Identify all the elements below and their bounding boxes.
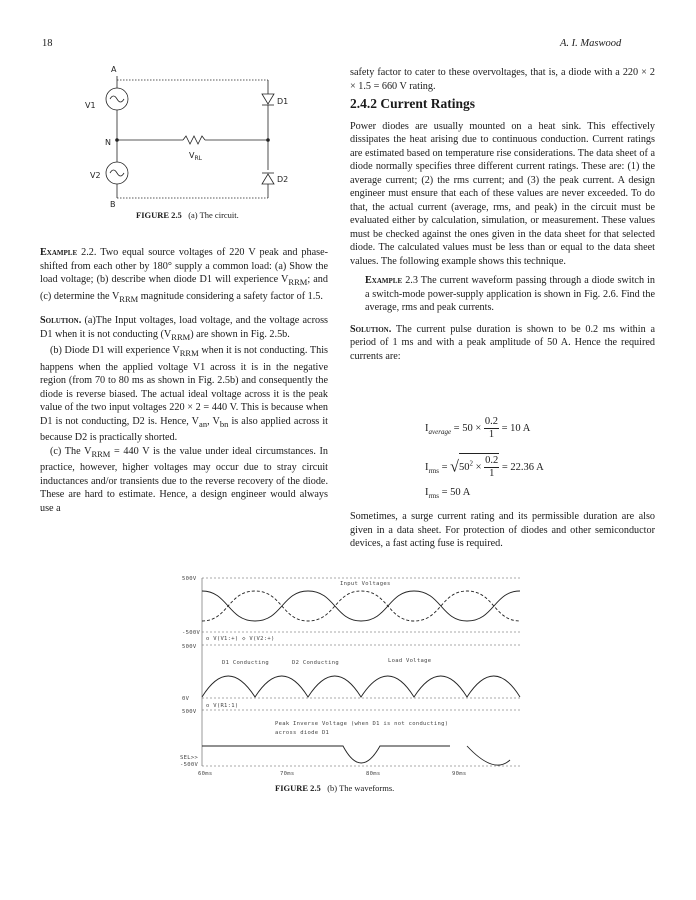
solution-2-3: Solution. The current pulse duration is shown to be 0.2 ms within a period of 1 ms and with a peak amplitude of 50 A. Hence the required currents are: xyxy=(350,323,655,362)
svg-text:500V: 500V xyxy=(182,576,197,582)
circuit-diagram xyxy=(85,62,305,212)
label-a: A xyxy=(111,65,117,74)
continuation-text: safety factor to cater to these overvoltages, that is, a diode with a 220 × 2 × 1.5 = 660 V rating. xyxy=(350,67,655,92)
example-2-2: Example 2.2. Two equal source voltages of 220 V peak and phase-shifted from each other by 180° supply a common load: (a) Show the load voltage; (b) describe when diode D1 will experience $V_{RRM}$; and (c) determine the $V_{RRM}$ magnitude considering a safety factor of 1.5. xyxy=(40,247,328,304)
example-2-3: Example 2.3 The current waveform passing through a diode switch in a switch-mode power-supply application is shown in Fig. 2.6. Find the average, rms and peak currents. xyxy=(365,275,656,313)
figure-b-caption: FIGURE 2.5 (b) The waveforms. xyxy=(275,783,395,793)
current-ratings-paragraph: Power diodes are usually mounted on a heat sink. This effectively dissipates the heat arising due to continuous conduction. Current ratings are estimated based on temperature rise considerations. The data sheet of a diode normally specifies three different current ratings. These are: (1) the average current; (2) the rms current; and (3) the peak current. A design engineer must ensure that each of these values are never exceeded. To do that, the actual current (average, rms, and peak) in the circuit must be evaluated either by calculation, simulation, or measurement. These values must be checked against the ones given in the data sheet for that selected diode. The calculated values must be less than or equal to the data sheet values. The following example shows this technique. xyxy=(350,120,655,267)
svg-text:across diode D1: across diode D1 xyxy=(275,730,330,736)
svg-text:o V(R1:1): o V(R1:1) xyxy=(206,703,239,709)
svg-text:Input Voltages: Input Voltages xyxy=(340,581,391,587)
equation-rms: $I_{rms} = √50^2$ × $\frac{0.2}{1}$ = 22.36 A xyxy=(425,455,544,479)
svg-text:D1 Conducting: D1 Conducting xyxy=(222,660,269,666)
label-v2: V2 xyxy=(90,171,101,180)
label-b: B xyxy=(110,200,116,209)
wave-v1 xyxy=(202,591,520,621)
svg-text:SEL>>: SEL>> xyxy=(180,755,199,761)
left-column xyxy=(40,246,328,515)
wave-pivd1 xyxy=(202,746,510,765)
svg-text:Peak Inverse Voltage (when D1: Peak Inverse Voltage (when D1 is not conducting) xyxy=(275,721,449,727)
svg-text:Load Voltage: Load Voltage xyxy=(388,658,432,664)
svg-text:o V(V1:+) ◇ V(V2:+): o V(V1:+) ◇ V(V2:+) xyxy=(206,636,275,642)
equation-average: $I_{average} = 50$ × $\frac{0.2}{1}$ = 10 A xyxy=(425,416,531,440)
section-title: 2.4.2 Current Ratings xyxy=(350,96,476,111)
label-n: N xyxy=(105,138,111,147)
svg-text:80ms: 80ms xyxy=(366,771,381,777)
label-vrl: $V_{RL}$ xyxy=(189,151,202,162)
svg-text:60ms: 60ms xyxy=(198,771,213,777)
right-column-closing: Sometimes, a surge current rating and its permissible duration are also given in a data sheet. For protection of diodes and other semiconductor devices, a fast acting fuse is required. xyxy=(350,511,655,549)
wave-v2 xyxy=(202,591,520,621)
label-d1: D1 xyxy=(277,97,289,106)
equation-peak: $I_{rms} = 50$ A xyxy=(425,487,471,501)
wave-load xyxy=(202,676,520,697)
svg-text:70ms: 70ms xyxy=(280,771,295,777)
label-v1: V1 xyxy=(85,101,96,110)
solution-2-2: Solution. (a)The Input voltages, load voltage, and the voltage across D1 when it is not conducting $(V_{RRM})$ are shown in Fig. 2.5b. xyxy=(40,315,328,342)
label-d2: D2 xyxy=(277,175,289,184)
figure-a-caption: FIGURE 2.5 (a) The circuit. xyxy=(136,210,239,220)
svg-text:0V: 0V xyxy=(182,696,190,702)
svg-text:D2 Conducting: D2 Conducting xyxy=(292,660,339,666)
svg-text:500V: 500V xyxy=(182,644,197,650)
svg-text:-500V: -500V xyxy=(182,630,201,636)
solution-part-c: (c) The $V_{RRM} = 440$ V is the value under ideal circumstances. In practice, however, higher voltages may occur due to stray circuit inductances and/or transients due to the reverse recovery of the diode. These are hard to estimate. Hence, a design engineer would always use a xyxy=(40,445,329,514)
running-head-author: A. I. Maswood xyxy=(560,38,622,49)
waveform-figure xyxy=(180,570,525,780)
svg-text:500V: 500V xyxy=(182,709,197,715)
solution-part-b: (b) Diode D1 will experience $V_{RRM}$ when it is not conducting. This happens when the applied voltage V1 across it is in the negative region (from 70 to 80 ms as shown in Fig. 2.5b) and consequently the diode is reverse biased. The actual ideal voltage across it is the peak value of the two input voltages 220 × 2 = 440 V. This is because when D1 is not conducting, D2 is. Hence, $V_{an}$, $V_{bn}$ is also applied across it because D2 is practically shorted. xyxy=(40,345,329,444)
right-column xyxy=(350,66,655,363)
svg-text:90ms: 90ms xyxy=(452,771,467,777)
svg-text:-500V: -500V xyxy=(180,762,199,768)
page-number: 18 xyxy=(42,38,53,49)
